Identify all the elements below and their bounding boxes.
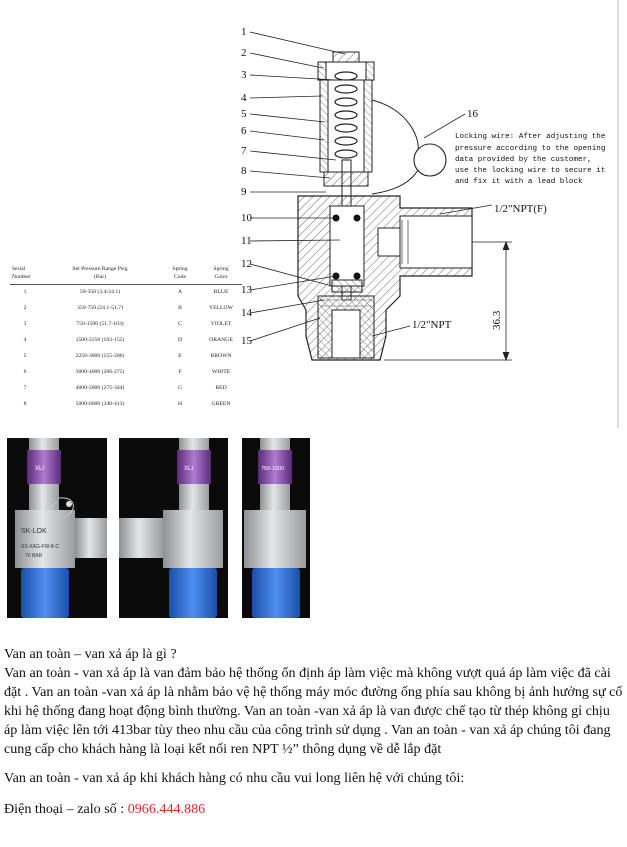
svg-text:use the locking wire to secure: use the locking wire to secure it — [455, 167, 606, 175]
col-code: Spring Code — [160, 262, 200, 284]
table-row: 5 2250-3000 (155-206) E BROWN — [23, 353, 232, 359]
col-color: Spring Color — [200, 262, 242, 284]
product-photo-side — [119, 438, 228, 618]
height-dim-value: 36.3 — [491, 310, 503, 330]
phone-line — [4, 800, 624, 819]
table-row: 1 50-350 (3.4-24.1) A BLUE — [23, 289, 229, 296]
article-body: Van an toàn - van xả áp là van đảm bảo hệ thống ổn định áp làm việc mà không vượt quá áp làm việc đã cài đặt . Van an toàn -van xả áp là nhằm bảo vệ hệ thống máy móc đường ống phía sau không bị ảnh hưởng sự cố khi hệ thống đang hoạt động bình thường. Van an toàn -van xả áp là van được chế tạo từ thép không gỉ chịu áp làm việc lên tới 413bar tùy theo nhu cầu của công trình sử dụng . Van an toàn - van xả áp chúng tôi đang cung cấp cho khách hàng là loại kết nối ren NPT ½” thông dụng về dễ lắp đặt — [4, 665, 623, 757]
svg-text:XLI: XLI — [184, 466, 194, 472]
product-photo-back — [242, 438, 310, 618]
col-serial: Serial Number — [10, 262, 40, 284]
table-row: 2 350-750 (24.1-51.7) B YELLOW — [23, 305, 233, 311]
svg-text:pressure according to the open: pressure according to the opening — [455, 145, 606, 153]
body-label-pressure: 70 BAR — [25, 553, 43, 559]
callout-11: 11 — [241, 235, 252, 247]
phone-label: Điện thoại – zalo số : — [4, 801, 128, 817]
table-row: 4 1500-2250 (103-155) D ORANGE — [23, 337, 233, 343]
callout-2: 2 — [241, 47, 247, 59]
callout-12: 12 — [241, 258, 252, 270]
article — [4, 645, 624, 819]
phone-number[interactable]: 0966.444.886 — [127, 801, 206, 817]
spring-spec-table — [10, 262, 242, 412]
callout-13: 13 — [241, 284, 252, 296]
callout-8: 8 — [241, 165, 247, 177]
svg-text:and fix it with a lead block: and fix it with a lead block — [455, 178, 583, 186]
callout-6: 6 — [241, 125, 247, 137]
table-row: 8 5000-6000 (340-413) H GREEN — [23, 401, 231, 407]
valve-cap — [318, 52, 374, 172]
contact-line: Van an toàn - van xả áp khi khách hàng có nhu cầu vui long liên hệ với chúng tôi: — [4, 770, 465, 786]
inlet-thread-label: 1/2"NPT — [412, 319, 452, 331]
col-range: Set Pressure Range Psig (Bar) — [40, 262, 160, 284]
callout-3: 3 — [241, 69, 247, 81]
article-heading: Van an toàn – van xả áp là gì ? — [4, 646, 177, 662]
table-row: 3 750-1500 (51.7-103) C VIOLET — [23, 321, 232, 327]
svg-text:750-1500: 750-1500 — [261, 466, 285, 472]
callout-14: 14 — [241, 307, 252, 319]
callout-5: 5 — [241, 108, 247, 120]
table-row: 7 4000-5000 (275-344) G RED — [23, 385, 227, 391]
callout-7: 7 — [241, 145, 247, 157]
callout-9: 9 — [241, 186, 247, 198]
svg-text:XLI: XLI — [35, 466, 45, 472]
lock-nut — [324, 172, 368, 186]
callout-16: 16 — [467, 108, 478, 120]
table-header-row — [10, 262, 242, 284]
product-photo-front — [7, 438, 107, 618]
svg-text:data provided by the customer,: data provided by the customer, — [455, 156, 592, 164]
outlet-thread-label: 1/2"NPT(F) — [494, 203, 547, 215]
lead-seal — [414, 144, 446, 176]
callout-1: 1 — [241, 26, 247, 38]
callout-4: 4 — [241, 92, 247, 104]
callout-10: 10 — [241, 212, 252, 224]
table-row: 6 3000-4000 (206-275) F WHITE — [23, 369, 231, 375]
svg-text:Locking wire: After adjusting: Locking wire: After adjusting the — [455, 133, 606, 141]
body-label-model: SS-XAG-FW-8-C — [21, 544, 59, 550]
body-label-brand: SK-LOK — [21, 528, 47, 535]
callout-15: 15 — [241, 335, 252, 347]
